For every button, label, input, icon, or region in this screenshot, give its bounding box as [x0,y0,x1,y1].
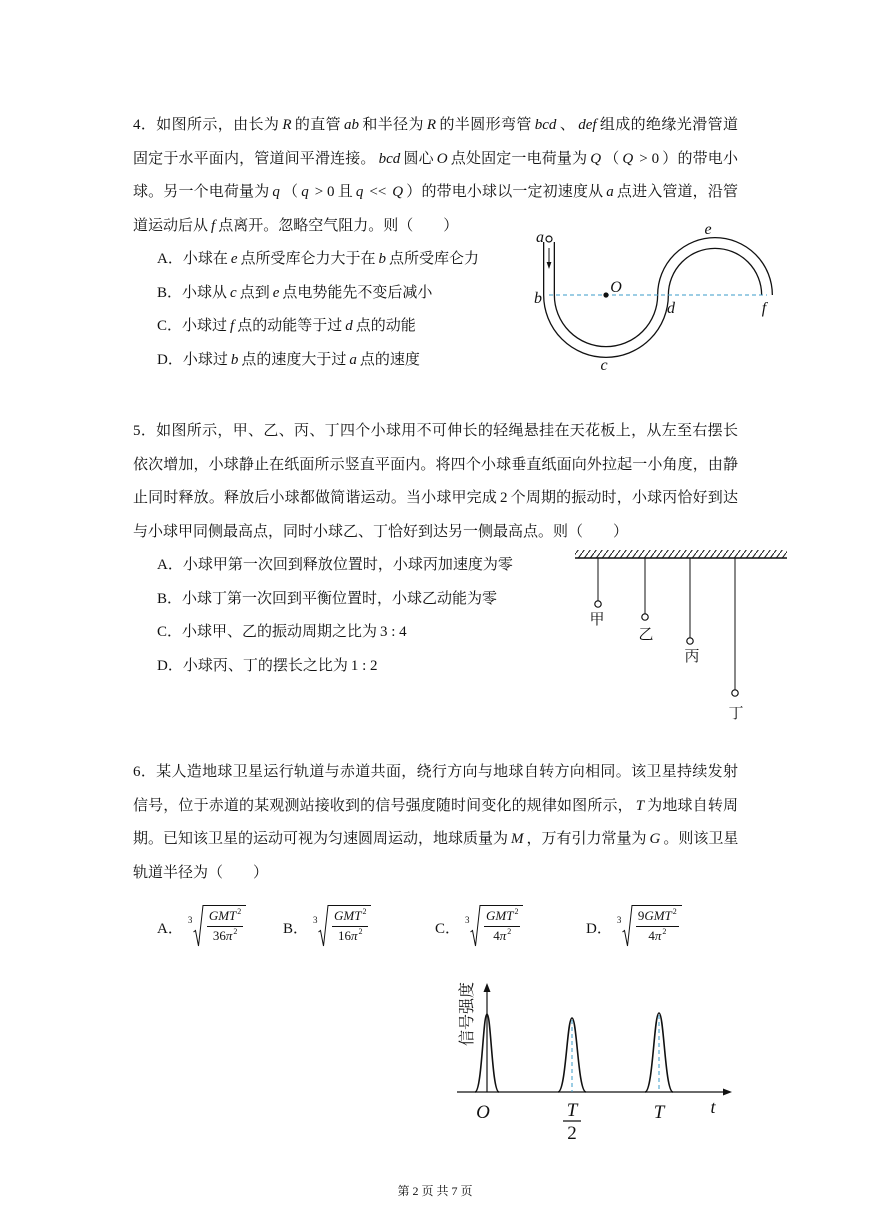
math-expression: > 0 [639,150,660,167]
text-run: 点到 [239,284,270,301]
math-symbol: c [230,284,237,301]
math-symbol: a [349,351,357,368]
text-run: 和半径为 [362,117,424,133]
ball-yi [642,614,648,620]
math-symbol: Q [590,150,602,167]
half-period-numerator: T [566,1100,578,1121]
math-symbol: b [378,251,387,267]
denominator-coefficient: 4 [648,928,655,943]
radical-sign-icon [470,905,481,949]
radicand [204,905,246,947]
denominator-symbol: π [499,928,507,943]
numerator-symbols: GMT [486,908,514,923]
ball-ding [732,690,738,696]
numerator-symbols: GMT [644,908,672,923]
question-6-options [0,903,870,951]
text-run: 6．某人造地球卫星运行轨道与赤道共面，绕行方向与地球自转方向相同。该卫星持续发射 [133,764,738,780]
text-run: 轨道半径为（ ） [133,864,269,881]
text-run: 圆心 [403,150,434,167]
math-symbol: Q [622,150,634,167]
label-b: b [534,290,542,307]
text-run: 点的速度大于过 [241,351,347,368]
radicand [481,905,523,947]
text-run: 道运动后从 [133,217,209,234]
label-a: a [536,229,544,246]
question-line [133,415,738,449]
ball-bing [687,638,693,644]
root-index: 3 [313,915,318,925]
numerator [484,908,520,927]
text-run: 5．如图所示，甲、乙、丙、丁四个小球用不可伸长的轻绳悬挂在天花板上，从左至右摆长 [133,423,738,439]
text-run: 组成的绝缘光滑管道 [599,117,738,133]
math-symbol: bcd [378,150,401,167]
center-point-O [603,292,608,297]
x-axis-label: t [710,1097,716,1117]
text-run: ）的带电小 [662,150,738,167]
text-run: C．小球甲、乙的振动周期之比为 [157,624,378,640]
math-symbol: f [211,217,216,234]
text-run: 点所受库仑力大于在 [240,251,376,267]
denominator [336,927,365,945]
text-run: 点的速度 [359,351,420,368]
text-run: C．小球过 [157,318,228,334]
text-run: ，万有引力常量为 [526,831,647,847]
numerator-exponent: 2 [672,907,677,916]
ball-jia [595,601,601,607]
math-expression: > 0 [314,184,335,200]
entry-marker-a [546,236,552,242]
radical-sign-icon [318,905,329,949]
denominator-exponent: 2 [662,927,667,936]
denominator [646,927,668,945]
denominator-symbol: π [350,928,358,943]
fraction [636,908,679,945]
math-symbol: Q [392,184,404,200]
option-d [586,903,682,951]
numerator-exponent: 2 [362,907,367,916]
math-symbol: M [511,831,524,847]
text-run: ）的带电小球以一定初速度从 [406,184,604,200]
label-O: O [610,279,622,296]
fraction [332,908,368,945]
page-footer: 第 2 页 共 7 页 [397,1184,473,1198]
math-symbol: q [272,184,280,200]
text-run: 点离开。忽略空气阻力。则（ ） [218,217,459,234]
math-symbol: R [426,117,437,133]
text-run: 4．如图所示，由长为 [133,117,280,133]
math-symbol: G [649,831,661,847]
question-6 [133,756,738,890]
denominator-coefficient: 36 [212,928,226,943]
option-b [283,903,371,951]
question-line [133,449,738,483]
y-axis-label: 信号强度 [459,981,476,1047]
denominator-coefficient: 16 [337,928,351,943]
pipe-figure [525,222,787,374]
cube-root-expression [465,905,523,949]
numerator [207,908,243,927]
math-expression: << [369,184,387,200]
text-run: 点进入管道，沿管 [616,184,738,200]
numerator-symbols: GMT [334,908,362,923]
question-line [133,143,738,177]
question-line [133,790,738,824]
text-run: 为地球自转周 [647,797,738,814]
math-symbol: b [230,351,239,368]
question-line [133,109,738,143]
math-symbol: ab [344,117,360,133]
text-run: 。则该卫星 [663,831,738,847]
numerator [636,908,679,927]
denominator-symbol: π [225,928,233,943]
radicand [329,905,371,947]
signal-figure [445,970,737,1150]
cube-root-expression [188,905,246,949]
numerator-exponent: 2 [514,907,519,916]
text-run: 的半圆形弯管 [439,117,532,133]
label-f: f [761,300,767,317]
math-symbol: bcd [534,117,557,133]
root-index: 3 [465,915,470,925]
text-run: 期。已知该卫星的运动可视为匀速圆周运动，地球质量为 [133,831,509,847]
numerator-exponent: 2 [237,907,242,916]
pipe-outer-wall [549,242,767,352]
origin-label: O [476,1102,490,1123]
math-symbol: O [436,150,448,167]
numerator-coefficient: 9 [637,908,645,923]
label-jia: 甲 [589,612,605,628]
math-symbol: d [345,318,353,334]
radical-sign-icon [193,905,204,949]
text-run: 个周期的振动时，小球丙恰好到达 [510,490,738,506]
math-symbol: e [272,284,280,301]
ceiling-hatching [575,550,787,558]
root-index: 3 [187,915,193,925]
option-label: A． [157,920,183,937]
text-run: D．小球过 [157,351,228,368]
label-bing: 丙 [684,649,700,665]
math-symbol: R [282,117,292,133]
option-a [157,903,246,951]
text-run: A．小球在 [157,251,228,267]
numerator [332,908,368,927]
math-symbol: q [355,184,364,200]
text-run: 信号，位于赤道的某观测站接收到的信号强度随时间变化的规律如图所示， [133,797,633,814]
math-symbol: T [635,797,645,814]
fraction [207,908,243,945]
denominator-exponent: 2 [507,927,512,936]
text-run: 固定于水平面内，管道间平滑连接。 [133,150,376,167]
question-line [133,176,738,210]
math-symbol: f [230,318,235,334]
text-run: D．小球丙、丁的摆长之比为 [157,657,348,674]
denominator-symbol: π [654,928,662,943]
text-run: B．小球丁第一次回到平衡位置时，小球乙动能为零 [157,590,498,607]
option-label: B． [283,920,309,937]
math-symbol: e [230,251,238,267]
radicand [633,905,682,947]
denominator [211,927,240,945]
cube-root-expression [617,905,682,949]
text-run: 点处固定一电荷量为 [450,150,588,167]
label-d: d [667,300,675,317]
label-e: e [704,222,712,238]
root-index: 3 [616,915,622,925]
text-run: 且 [337,184,353,200]
denominator-exponent: 2 [358,927,363,936]
text-run: （ [282,184,299,200]
math-symbol: def [578,117,597,133]
question-line [133,756,738,790]
text-run: 止同时释放。释放后小球都做简谐运动。当小球甲完成 [133,490,497,506]
x-axis-arrow-icon [723,1089,732,1096]
text-run: 依次增加，小球静止在纸面所示竖直平面内。将四个小球垂直纸面向外拉起一小角度，由静 [133,456,738,473]
text-run: B．小球从 [157,284,228,301]
math-symbol: a [606,184,614,200]
text-run: （ [604,150,620,167]
pendulum-figure [570,545,792,730]
text-run: A．小球甲第一次回到释放位置时，小球丙加速度为零 [157,557,513,573]
math-expression: 3 : 4 [380,624,407,640]
radical-sign-icon [622,905,633,949]
y-axis-arrow-icon [484,983,491,992]
text-run: 的直管 [294,117,342,133]
math-expression: 2 [499,490,508,506]
denominator [491,927,513,945]
denominator-exponent: 2 [233,927,238,936]
period-label: T [653,1102,665,1123]
text-run: 球。另一个电荷量为 [133,184,270,200]
text-run: 点的动能 [355,318,416,334]
math-symbol: q [301,184,309,200]
question-line [133,516,738,550]
denominator-coefficient: 4 [493,928,500,943]
numerator-symbols: GMT [208,908,237,923]
option-label: C． [435,920,461,937]
text-run: 点所受库仑力 [389,251,480,267]
math-expression: 1 : 2 [350,657,378,674]
label-c: c [600,357,608,374]
option-c [435,903,523,951]
question-line [133,857,738,891]
text-run: 、 [559,117,576,133]
text-run: 点电势能先不变后减小 [282,284,433,301]
question-line [133,482,738,516]
fraction [484,908,520,945]
option-label: D． [586,920,612,937]
label-yi: 乙 [638,627,654,643]
text-run: 与小球甲同侧最高点，同时小球乙、丁恰好到达另一侧最高点。则（ ） [133,523,629,540]
text-run: 点的动能等于过 [237,318,343,334]
cube-root-expression [313,905,371,949]
question-line [133,823,738,857]
label-ding: 丁 [728,706,744,722]
half-period-denominator: 2 [567,1123,577,1144]
